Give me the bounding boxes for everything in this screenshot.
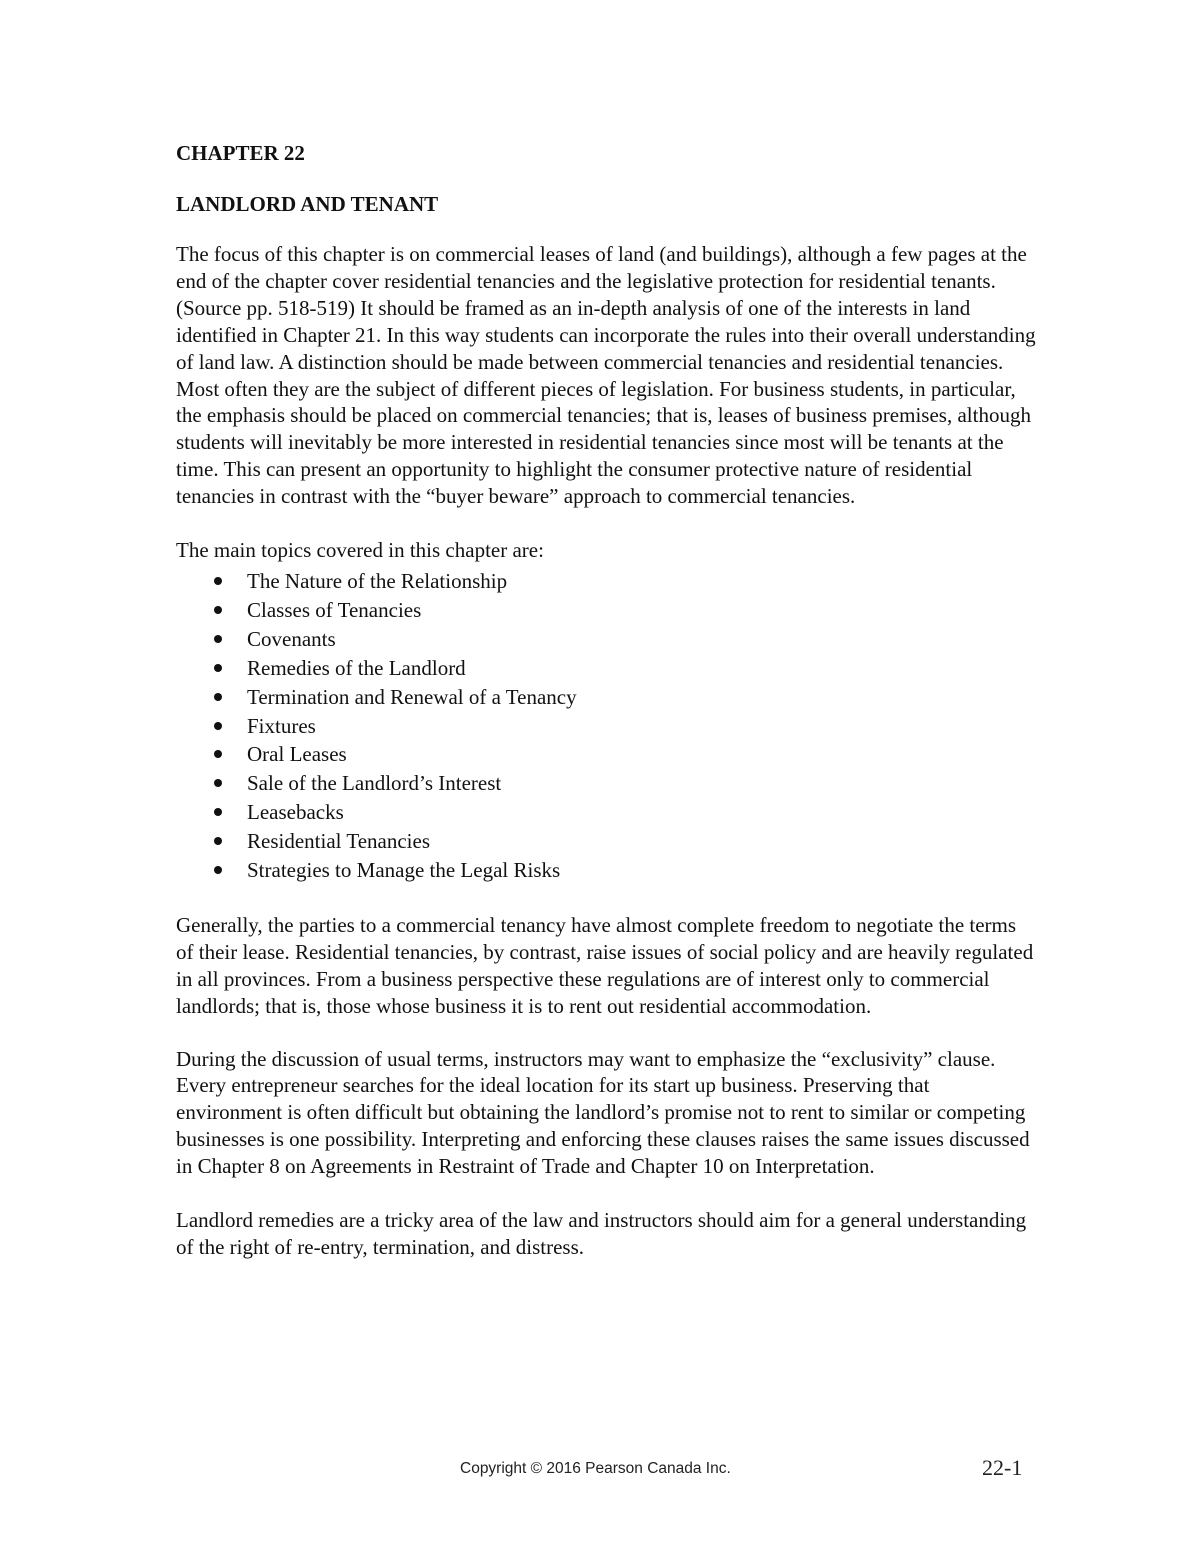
page-content [176, 138, 1036, 1261]
list-item-text: Covenants [247, 626, 336, 651]
list-item-text: Classes of Tenancies [247, 597, 422, 622]
bullet-icon [214, 664, 222, 672]
list-item [176, 740, 1036, 769]
list-item-text: Termination and Renewal of a Tenancy [247, 684, 577, 709]
footer-copyright: Copyright © 2016 Pearson Canada Inc. [460, 1460, 731, 1477]
list-item-text: Oral Leases [247, 742, 347, 767]
chapter-number: CHAPTER 22 [176, 141, 305, 165]
list-item [176, 625, 1036, 654]
bullet-icon [214, 722, 222, 730]
bullet-icon [214, 779, 222, 787]
remedies-paragraph: Landlord remedies are a tricky area of the law and instructors should aim for a general understanding of the right of re-entry, termination, and distress. [176, 1208, 1027, 1259]
list-item-text: Fixtures [247, 713, 316, 738]
bullet-icon [214, 635, 222, 643]
bullet-icon [214, 750, 222, 758]
list-item-text: Residential Tenancies [247, 829, 431, 854]
list-item [176, 798, 1036, 827]
list-item [176, 769, 1036, 798]
list-item [176, 596, 1036, 625]
list-item [176, 654, 1036, 683]
intro-paragraph: The focus of this chapter is on commercial leases of land (and buildings), although a few pages at the end of the chapter cover residential tenancies and the legislative protection for residential tenants. (Source pp. 518-519) It should be framed as an in-depth analysis of one of the interests in land identified in Chapter 21. In this way students can incorporate the rules into their overall understanding of land law. A distinction should be made between commercial tenancies and residential tenancies. Most often they are the subject of different pieces of legislation. For business students, in particular, the emphasis should be placed on commercial tenancies; that is, leases of business premises, although students will inevitably be more interested in residential tenancies since most will be tenants at the time. This can present an opportunity to highlight the consumer protective nature of residential tenancies in contrast with the “buyer beware” approach to commercial tenancies. [176, 242, 1036, 509]
bullet-icon [214, 577, 222, 585]
bullet-icon [214, 866, 222, 874]
bullet-icon [214, 808, 222, 816]
list-item-text: Strategies to Manage the Legal Risks [247, 858, 561, 883]
list-item [176, 827, 1036, 856]
chapter-title: LANDLORD AND TENANT [176, 192, 439, 216]
general-paragraph: Generally, the parties to a commercial tenancy have almost complete freedom to negotiate the terms of their lease. Residential tenancies, by contrast, raise issues of social policy and are heavily regulated in all provinces. From a business perspective these regulations are of interest only to commercial landlords; that is, those whose business it is to rent out residential accommodation. [176, 912, 1034, 1018]
topics-intro: The main topics covered in this chapter are: [176, 538, 544, 563]
bullet-icon [214, 837, 222, 845]
list-item-text: Sale of the Landlord’s Interest [247, 771, 502, 796]
list-item [176, 683, 1036, 712]
page-number: 22-1 [982, 1455, 1023, 1480]
list-item [176, 567, 1036, 596]
topics-list [176, 567, 1036, 885]
list-item-text: The Nature of the Relationship [247, 568, 508, 593]
list-item-text: Remedies of the Landlord [247, 655, 466, 680]
discussion-paragraph: During the discussion of usual terms, instructors may want to emphasize the “exclusivity” clause. Every entrepreneur searches for the ideal location for its start up business. Preserving that environment is often difficult but obtaining the landlord’s promise not to rent to similar or competing businesses is one possibility. Interpreting and enforcing these clauses raises the same issues discussed in Chapter 8 on Agreements in Restraint of Trade and Chapter 10 on Interpretation. [176, 1046, 1030, 1179]
list-item [176, 712, 1036, 741]
list-item-text: Leasebacks [247, 800, 344, 825]
bullet-icon [214, 693, 222, 701]
bullet-icon [214, 606, 222, 614]
list-item [176, 856, 1036, 885]
